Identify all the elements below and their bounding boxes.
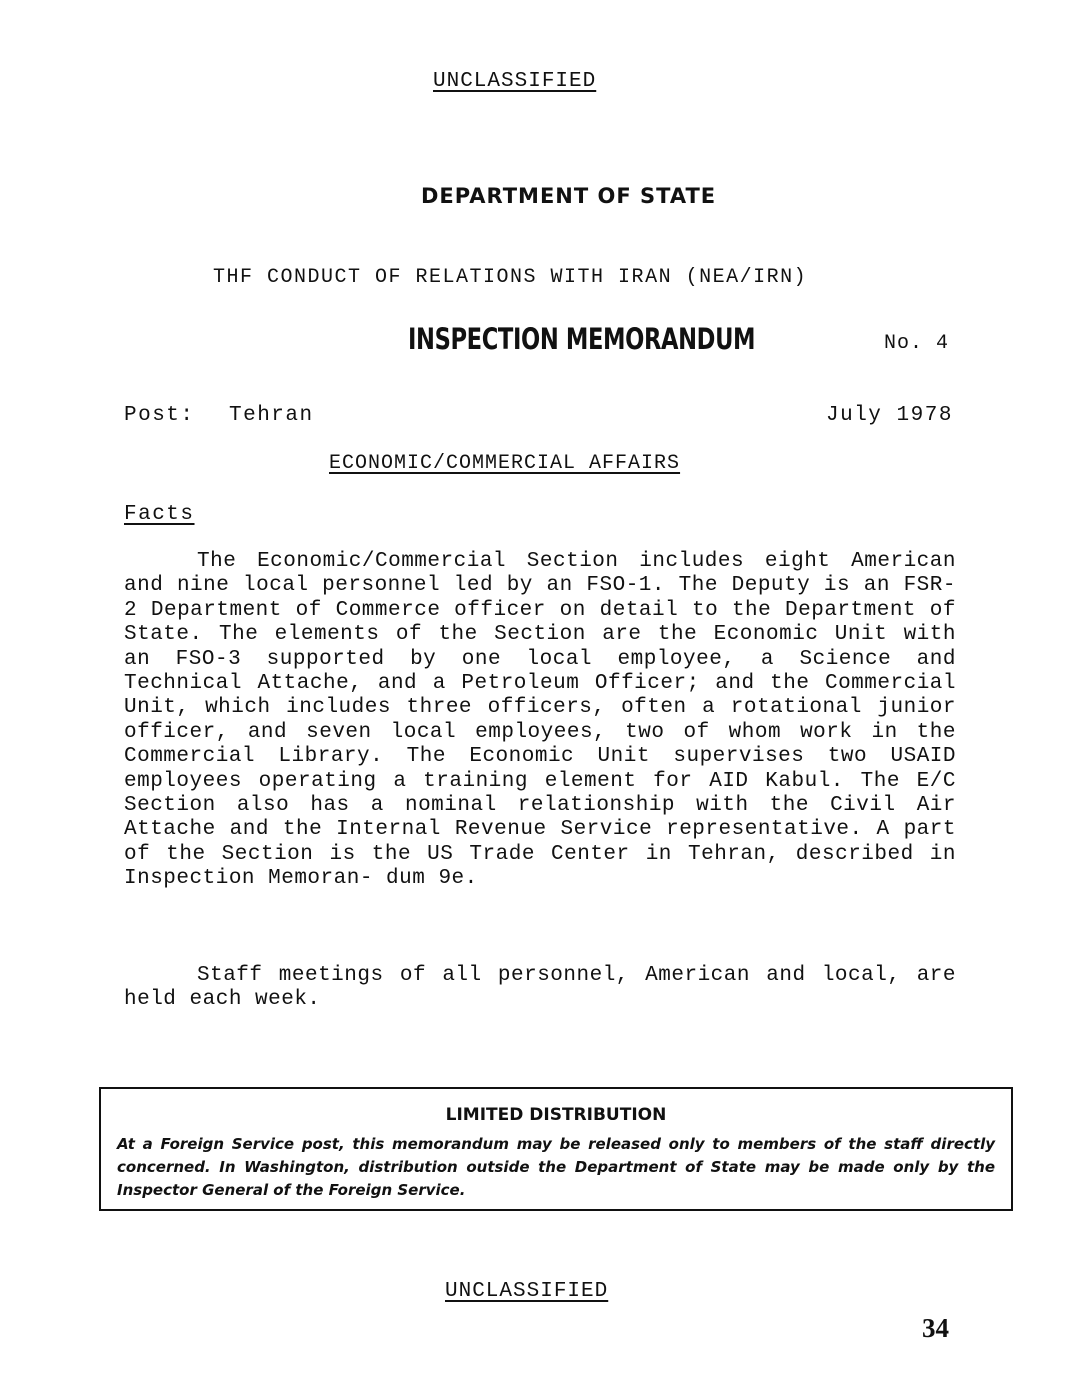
department-title: DEPARTMENT OF STATE [421, 184, 717, 208]
body-paragraph [124, 550, 956, 892]
memo-subject: THF CONDUCT OF RELATIONS WITH IRAN (NEA/IRN) [213, 266, 808, 289]
page-number: 34 [922, 1313, 949, 1343]
post-label: Post: [124, 404, 195, 427]
classification-marking-top: UNCLASSIFIED [433, 70, 597, 93]
memo-date: July 1978 [826, 404, 953, 427]
section-heading: ECONOMIC/COMMERCIAL AFFAIRS [329, 452, 681, 475]
facts-heading: Facts [124, 503, 195, 526]
post-value: Tehran [229, 404, 314, 427]
limited-distribution-title: LIMITED DISTRIBUTION [445, 1105, 667, 1125]
limited-distribution-notice [99, 1087, 1013, 1211]
body-paragraph-text: The Economic/Commercial Section includes eight American and nine local personnel led by an FSO-1. The Deputy is an FSR-2 Department of Commerce officer on detail to the Department of State. The elements of the Section are the Economic Unit with an FSO-3 supported by one local employee, a Science and Technical Attache, and a Petroleum Officer; and the Commercial Unit, which includes three officers, often a rotational junior officer, and seven local employees, two of whom work in the Commercial Library. The Economic Unit supervises two USAID employees operating a training element for AID Kabul. The E/C Section also has a nominal relationship with the Civil Air Attache and the Internal Revenue Service representative. A part of the Section is the US Trade Center in Tehran, described in Inspection Memoran- dum 9e. [124, 550, 956, 891]
classification-marking-bottom: UNCLASSIFIED [445, 1280, 609, 1303]
body-paragraph [124, 964, 956, 1013]
limited-distribution-text: At a Foreign Service post, this memorandum may be released only to members of the staff directly concerned. In Washington, distribution outside the Department of State may be made only by the Inspector General of the Foreign Service. [117, 1135, 995, 1199]
memo-title: INSPECTION MEMORANDUM [408, 322, 756, 356]
body-paragraph-text: Staff meetings of all personnel, American and local, are held each week. [124, 964, 956, 1012]
memo-number: No. 4 [884, 332, 950, 355]
